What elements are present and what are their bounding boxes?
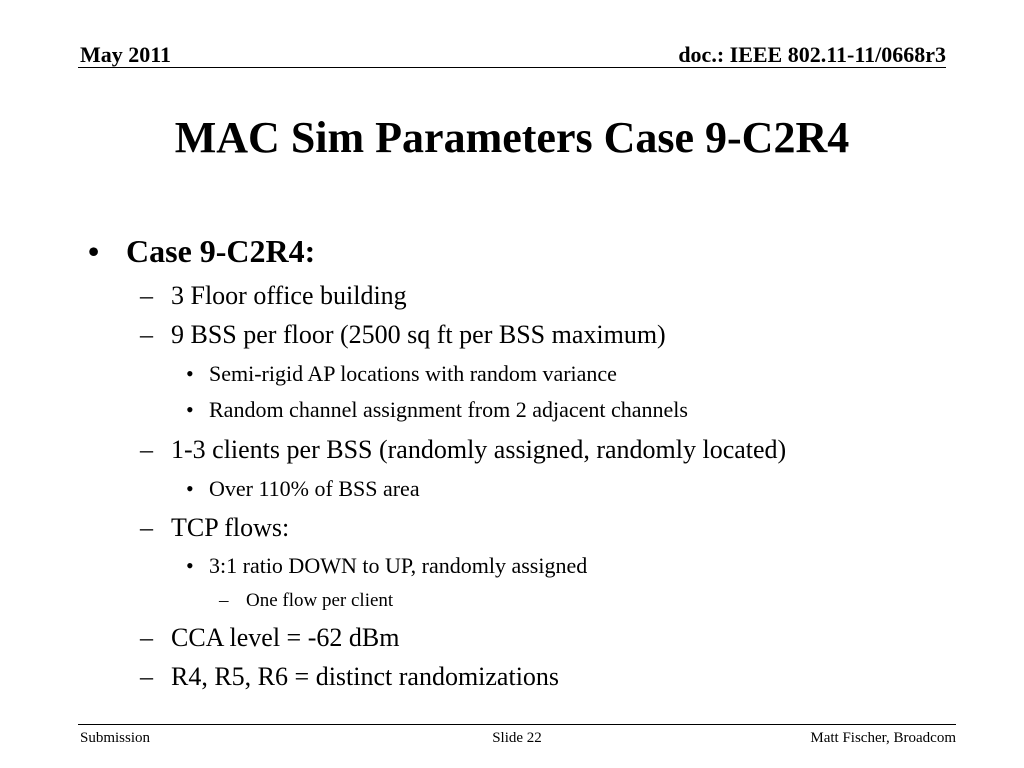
bullet-area: Over 110% of BSS area xyxy=(209,476,420,501)
bullet-channel: Random channel assignment from 2 adjacent channels xyxy=(209,397,688,422)
footer-rule xyxy=(78,724,956,725)
dash-marker: – xyxy=(140,320,153,349)
bullet-cca: CCA level = -62 dBm xyxy=(171,623,400,652)
dash-marker: – xyxy=(140,513,153,542)
slide-title: MAC Sim Parameters Case 9-C2R4 xyxy=(174,113,850,162)
bullet-tcp: TCP flows: xyxy=(171,513,290,542)
bullet-floor: 3 Floor office building xyxy=(171,281,407,310)
bullet-case: Case 9-C2R4: xyxy=(126,233,316,269)
header-date: May 2011 xyxy=(80,42,172,67)
header-doc-id: doc.: IEEE 802.11-11/0668r3 xyxy=(678,42,946,67)
dash-marker: – xyxy=(140,435,153,464)
bullet-marker: • xyxy=(186,476,194,501)
dash-marker: – xyxy=(140,662,153,691)
dash-marker: – xyxy=(219,590,229,611)
bullet-marker: • xyxy=(186,553,194,578)
dash-marker: – xyxy=(140,623,153,652)
bullet-marker: • xyxy=(186,361,194,386)
dash-marker: – xyxy=(140,281,153,310)
footer-author: Matt Fischer, Broadcom xyxy=(810,730,956,746)
bullet-randomizations: R4, R5, R6 = distinct randomizations xyxy=(171,662,560,691)
bullet-clients: 1-3 clients per BSS (randomly assigned, randomly located) xyxy=(171,435,787,464)
footer-submission: Submission xyxy=(80,730,151,746)
bullet-marker: • xyxy=(88,233,100,269)
bullet-ratio: 3:1 ratio DOWN to UP, randomly assigned xyxy=(209,553,588,578)
bullet-marker: • xyxy=(186,397,194,422)
bullet-ap-locations: Semi-rigid AP locations with random variance xyxy=(209,361,617,386)
bullet-bss: 9 BSS per floor (2500 sq ft per BSS maximum) xyxy=(171,320,666,349)
bullet-one-flow: One flow per client xyxy=(246,590,394,611)
footer-slide-number: Slide 22 xyxy=(492,730,542,746)
